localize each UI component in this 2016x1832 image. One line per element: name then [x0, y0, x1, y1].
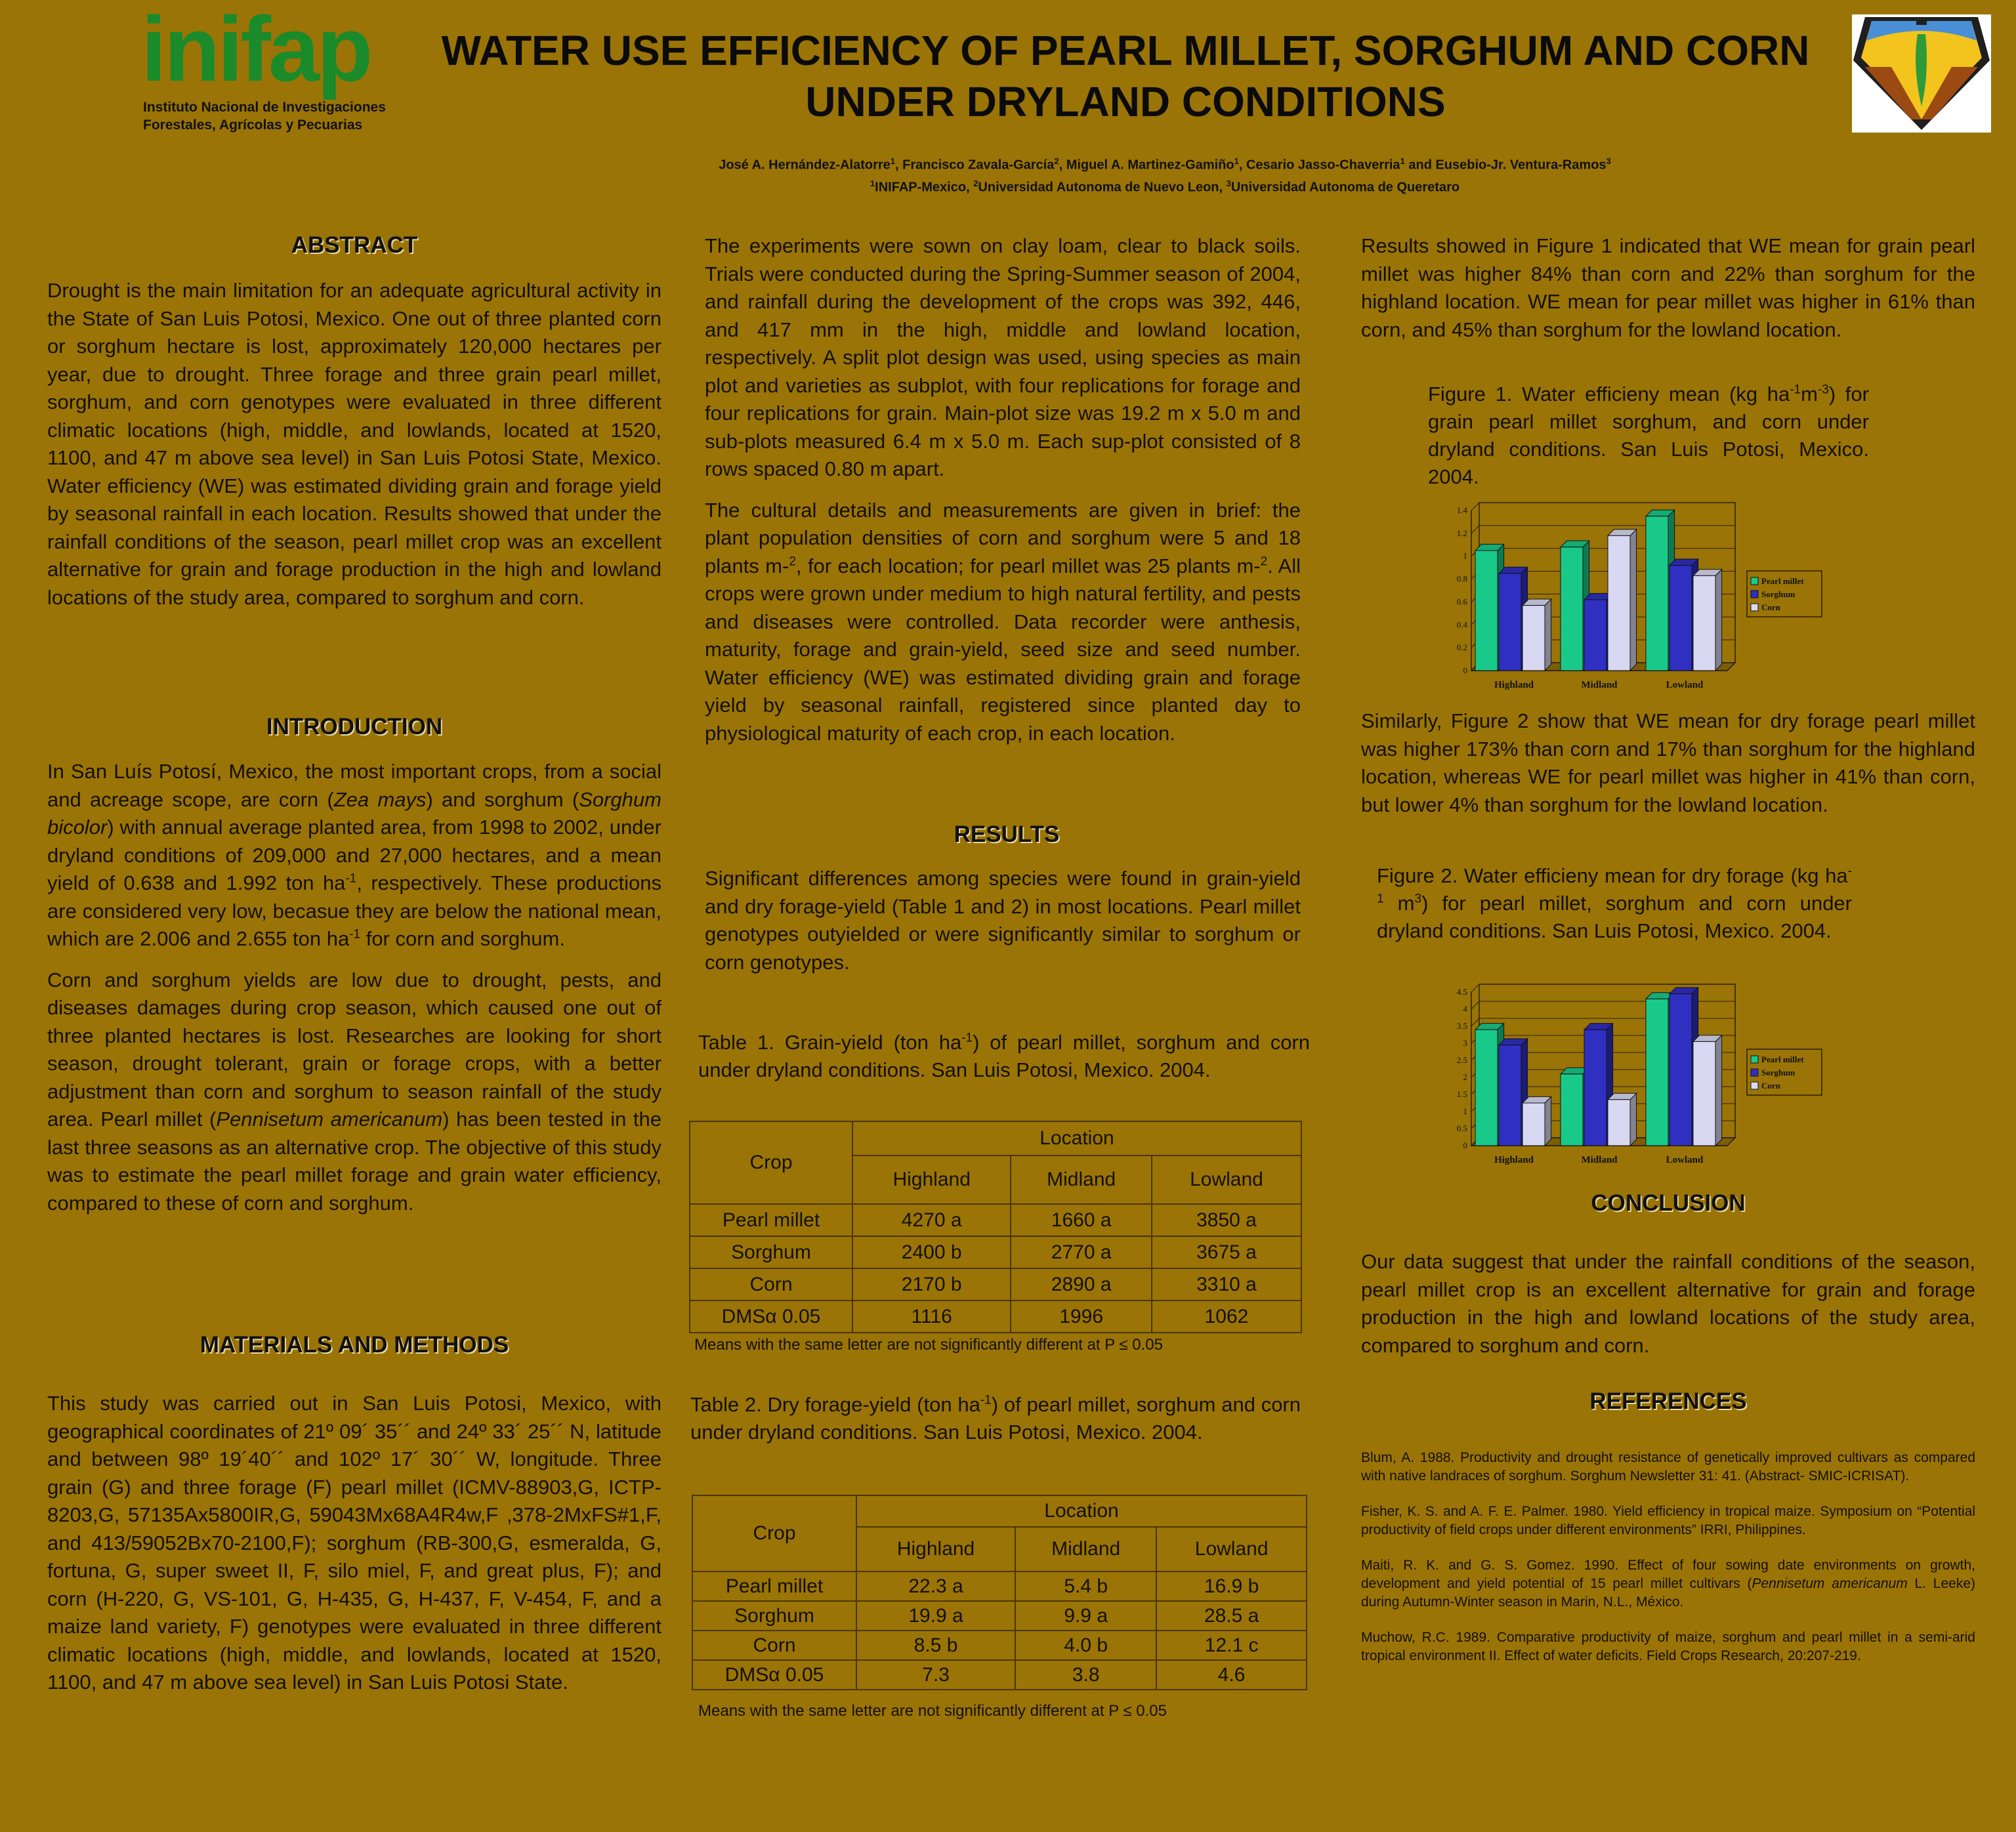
poster-title: [420, 25, 1831, 127]
y-tick-label: 2: [1463, 1072, 1467, 1082]
affiliation-name: Universidad Autonoma de Queretaro: [1230, 180, 1460, 195]
y-tick-label: 3: [1463, 1038, 1467, 1048]
legend-label: Sorghum: [1761, 1068, 1796, 1077]
bar-front: [1693, 1041, 1715, 1146]
bar-side: [1545, 599, 1551, 671]
table2-header-lowland: Lowland: [1156, 1527, 1307, 1572]
inifap-logo-subtitle: [143, 98, 386, 134]
table-row: [692, 1660, 1307, 1690]
text-run: ) for pearl millet, sorghum and corn under dryland conditions. San Luis Potosi, Mexico. 2004.: [1377, 892, 1852, 942]
authors-line: [459, 152, 1870, 175]
text-run: Corn and sorghum yields are low due to drought, pests, and diseases damages during crop season, which caused one out of three planted hectares is lost. Researches are looking for short season, drought tolerant, grain or forage crops, with a better adjustment than corn and sorghum to season rainfall of the study area. Pearl millet (: [47, 968, 662, 1131]
table-cell: 2400 b: [852, 1236, 1011, 1268]
text-run: ) with annual average planted area, from 1998 to 2002, under dryland conditions of 209,000 and 27,000 hectares, and a mean yield of 0.638 and 1.992 ton ha: [47, 816, 662, 894]
methods-heading: MATERIALS AND METHODS: [200, 1332, 509, 1358]
table-cell: 8.5 b: [856, 1631, 1015, 1660]
abstract-heading: ABSTRACT: [291, 232, 418, 258]
author-name: José A. Hernández-Alatorre: [719, 157, 891, 173]
text-run: In San Luís Potosí, Mexico, the most important crops, from a social and acreage scope, are corn (: [47, 760, 662, 811]
table-row: [692, 1572, 1307, 1601]
results-paragraph-3: Similarly, Figure 2 show that WE mean for dry forage pearl millet was higher 173% than corn and 17% than sorghum for the highland location, whereas WE for pearl millet was higher in 41% than corn, but lower 4% than sorghum for the lowland location.: [1361, 709, 1975, 816]
superscript: -1: [349, 927, 361, 942]
bar-side: [1715, 570, 1722, 671]
x-tick-label: Midland: [1581, 680, 1618, 690]
table-cell: 22.3 a: [856, 1572, 1015, 1601]
species-name: Pennisetum americanum: [216, 1108, 443, 1131]
text-run: Maiti, R. K. and G. S. Gomez. 1990. Effect of four sowing date environments on growth, development and yield potential of 15 pearl millet cultivars (: [1361, 1558, 1975, 1591]
legend-label: Sorghum: [1761, 589, 1796, 599]
table-cell-crop: Sorghum: [692, 1601, 856, 1631]
author-affiliation-mark: 1: [1400, 156, 1405, 166]
text-run: ) and sorghum (: [426, 787, 579, 811]
table-cell: 16.9 b: [1156, 1572, 1307, 1601]
table-row: [690, 1301, 1301, 1333]
conclusion-text: [1361, 1248, 1975, 1373]
superscript: -1: [1790, 383, 1801, 397]
conclusion-paragraph: Our data suggest that under the rainfall conditions of the season, pearl millet crop is an excellent alternative for grain and forage production in the high and lowland locations of the study area, compared to sorghum and corn.: [1361, 1250, 1975, 1357]
text-run: m: [1801, 383, 1818, 406]
logo-subtitle-line-2: Forestales, Agrícolas y Pecuarias: [143, 117, 363, 133]
table-cell: 9.9 a: [1015, 1601, 1156, 1631]
y-tick-label: 0: [1463, 665, 1467, 675]
superscript: -1: [980, 1393, 992, 1407]
table-cell-crop: Pearl millet: [690, 1204, 852, 1236]
results-text: [705, 865, 1301, 989]
results-text-figure2: [1361, 707, 1975, 832]
table1-header-location: Location: [852, 1121, 1301, 1155]
table2-caption: [690, 1391, 1301, 1446]
bar-front: [1584, 1030, 1606, 1146]
y-tick-label: 1.2: [1456, 528, 1467, 538]
y-tick-label: 0.2: [1456, 642, 1467, 653]
superscript: -1: [961, 1031, 973, 1045]
table1-caption: [698, 1029, 1310, 1084]
methods-paragraph-1: This study was carried out in San Luis Potosi, Mexico, with geographical coordinates of 21º 09´ 35´´ and 24º 33´ 25´´ N, latitude and between 98º 19´40´´ and 102º 17´ 30´´ W, longitude. Three grain (G) and three forage (F) pearl millet (ICMV-88903,G, ICTP-8203,G, 57135Ax5800IR,G, 59043Mx68A4R4w,F ,378-2MxFS#1,F, and 413/59052Bx70-2100,F); sorghum (RB-300,G, esmeralda, G, fortuna, G, super sweet II, F, silo miel, F, and great plus, F); and corn (H-220, G, VS-101, G, H-435, G, H-437, F, V-454, F, and a maize land variety, F) genotypes were evaluated in three different climatic locations (high, middle, and lowlands, located at 1520, 1100, and 47 m above sea level) in San Luis Potosi State.: [47, 1392, 662, 1694]
results-text-continued: [1361, 232, 1975, 357]
table-cell: 2890 a: [1011, 1268, 1152, 1301]
text-run: ) for grain pearl millet sorghum, and corn under dryland conditions. San Luis Potosi, Mexico. 2004.: [1428, 383, 1869, 488]
bar-front: [1499, 1045, 1521, 1146]
y-tick-label: 3.5: [1456, 1021, 1467, 1031]
bar-front: [1670, 566, 1692, 671]
bar-front: [1522, 606, 1545, 671]
table-row: [690, 1268, 1301, 1301]
legend-label: Corn: [1761, 602, 1780, 612]
table1-header-lowland: Lowland: [1152, 1155, 1301, 1204]
bar-front: [1475, 1030, 1498, 1146]
table-cell-crop: DMSα 0.05: [692, 1660, 856, 1690]
bar-front: [1646, 999, 1668, 1146]
inifap-logo-wordmark: inifap: [141, 0, 371, 100]
text-run: L. Leeke) during Autumn-Winter season in Marin, N.L., México.: [1361, 1576, 1975, 1610]
x-tick-label: Highland: [1494, 1155, 1534, 1165]
figure2-chart: [1437, 983, 1857, 1173]
affiliation-mark: 1: [870, 178, 875, 188]
y-tick-label: 0: [1463, 1140, 1467, 1150]
table-cell: 4.6: [1156, 1660, 1307, 1690]
table-row: [692, 1601, 1307, 1631]
legend-label: Pearl millet: [1761, 576, 1804, 586]
intro-paragraph-1: [47, 758, 662, 953]
y-tick-label: 1.4: [1456, 505, 1467, 515]
bar-front: [1584, 600, 1606, 671]
methods-text-part-1: [47, 1390, 662, 1710]
table-cell: 19.9 a: [856, 1601, 1015, 1631]
affiliations-line: [459, 175, 1870, 197]
y-tick-label: 0.5: [1456, 1123, 1467, 1133]
table2-forage-yield: [692, 1495, 1307, 1690]
legend-swatch: [1751, 1056, 1758, 1063]
reference-item: Muchow, R.C. 1989. Comparative productivity of maize, sorghum and pearl millet in a semi-arid tropical environment II. Effect of water deficits. Field Crops Research, 20:207-219.: [1361, 1630, 1975, 1663]
y-tick-label: 1: [1463, 1106, 1467, 1116]
table-cell: 1996: [1011, 1301, 1152, 1333]
results-heading: RESULTS: [954, 822, 1060, 847]
figure1-caption: [1428, 381, 1869, 491]
species-name: Zea mays: [333, 787, 427, 811]
legend-swatch: [1751, 1082, 1758, 1089]
affiliation-name: INIFAP-Mexico,: [875, 180, 974, 195]
text-run: ) has been tested in the last three seasons as an alternative crop. The objective of this study was to estimate the pearl millet forage and grain water efficiency, compared to these of corn and sorghum.: [47, 1108, 662, 1215]
bar-side: [1630, 1093, 1637, 1146]
bar-front: [1646, 516, 1668, 671]
bar-front: [1561, 1074, 1583, 1146]
legend-swatch: [1751, 591, 1758, 598]
table1-header-midland: Midland: [1011, 1155, 1152, 1204]
y-tick-label: 0.8: [1456, 573, 1467, 584]
title-line-2: UNDER DRYLAND CONDITIONS: [805, 78, 1446, 125]
bar-corn: [1608, 530, 1637, 671]
legend-swatch: [1751, 1069, 1758, 1076]
table-cell: 3675 a: [1152, 1236, 1301, 1268]
y-tick-label: 0.4: [1456, 619, 1467, 630]
table-cell: 1062: [1152, 1301, 1301, 1333]
gridline: [1471, 503, 1479, 510]
author-name: , Miguel A. Martinez-Gamiño: [1059, 157, 1234, 173]
table-cell-crop: DMSα 0.05: [690, 1301, 852, 1333]
bar-side: [1630, 530, 1637, 671]
university-emblem-icon: [1852, 14, 1991, 133]
table-cell: 28.5 a: [1156, 1601, 1307, 1631]
affiliation-mark: 2: [973, 178, 978, 188]
table-cell: 1660 a: [1011, 1204, 1152, 1236]
y-tick-label: 1: [1463, 551, 1467, 561]
methods-paragraph-2: The experiments were sown on clay loam, clear to black soils. Trials were conducted during the Spring-Summer season of 2004, and rainfall during the development of the crops was 392, 446, and 417 mm in the high, middle and lowland location, respectively. A split plot design was used, using species as main plot and varieties as subplot, with four replications for forage and four replications for grain. Main-plot size was 19.2 m x 5.0 m and sub-plots measured 6.4 m x 5.0 m. Each sup-plot consisted of 8 rows spaced 0.80 m apart.: [705, 234, 1301, 480]
table1-grain-yield: [689, 1121, 1302, 1333]
gridline: [1471, 1001, 1479, 1009]
species-name: Sorghum bicolor: [47, 787, 662, 839]
superscript: -1: [345, 871, 357, 886]
text-run: Table 1. Grain-yield (ton ha: [698, 1031, 962, 1054]
text-run: . All crops were grown under medium to high natural fertility, and pests and diseases were controlled. Data recorder were anthesis, maturity, forage and grain-yield, seed size and seed number. Water efficiency (WE) was estimated dividing grain and forage yield by seasonal rainfall, registered since planted day to physiological maturity of each crop, in each location.: [705, 554, 1301, 745]
table2-header-midland: Midland: [1015, 1527, 1156, 1572]
text-run: Figure 2. Water efficieny mean for dry forage (kg ha: [1377, 864, 1848, 887]
text-run: ) of pearl millet, sorghum and corn under dryland conditions. San Luis Potosi, Mexico. 2004.: [690, 1393, 1301, 1444]
table-cell: 3.8: [1015, 1660, 1156, 1690]
table-row: [692, 1631, 1307, 1660]
bar-front: [1522, 1103, 1545, 1146]
affiliation-mark: 3: [1226, 178, 1231, 188]
author-affiliation-mark: 2: [1054, 156, 1059, 166]
abstract-paragraph: Drought is the main limitation for an adequate agricultural activity in the State of San Luis Potosi, Mexico. One out of three planted corn or sorghum hectare is lost, approximately 120,000 hectares per year, due to drought. Three forage and three grain pearl millet, sorghum, and corn genotypes were evaluated in three different climatic locations (high, middle, and lowlands, located at 1520, 1100, and 47 m above sea level) in San Luis Potosi State, Mexico. Water efficiency (WE) was estimated dividing grain and forage yield by seasonal rainfall in each location. Results showed that under the rainfall conditions of the season, pearl millet crop was an excellent alternative for grain and forage production in the high and lowland locations of the study area, compared to sorghum and corn.: [47, 279, 662, 609]
bar-front: [1670, 994, 1692, 1146]
introduction-text: [47, 758, 662, 1230]
legend-label: Corn: [1761, 1081, 1780, 1091]
bar-corn: [1522, 1096, 1551, 1146]
table-cell: 4.0 b: [1015, 1631, 1156, 1660]
legend-label: Pearl millet: [1761, 1054, 1804, 1064]
introduction-heading: INTRODUCTION: [266, 714, 443, 739]
abstract-text: [47, 277, 662, 625]
reference-item: Fisher, K. S. and A. F. E. Palmer. 1980. Yield efficiency in tropical maize. Symposium on “Potential productivity of field crops under different environments” IRRI, Philippines.: [1361, 1504, 1975, 1537]
table1-note: Means with the same letter are not significantly different at P ≤ 0.05: [694, 1336, 1163, 1354]
methods-text-part-2: [705, 232, 1301, 760]
y-tick-label: 0.6: [1456, 596, 1467, 607]
results-paragraph-1: Significant differences among species were found in grain-yield and dry forage-yield (Table 1 and 2) in most locations. Pearl millet genotypes outyielded or were significantly similar to sorghum or corn genotypes.: [705, 867, 1301, 974]
figure1-chart: [1437, 501, 1857, 698]
methods-paragraph-3: [705, 497, 1301, 748]
y-tick-label: 2.5: [1456, 1055, 1467, 1065]
author-name: , Francisco Zavala-García: [895, 157, 1055, 173]
reference-item: Blum, A. 1988. Productivity and drought resistance of genetically improved cultivars as compared with native landraces of sorghum. Sorghum Newsletter 31: 41. (Abstract- SMIC-ICRISAT).: [1361, 1450, 1975, 1484]
table-cell: 12.1 c: [1156, 1631, 1307, 1660]
x-tick-label: Lowland: [1666, 1155, 1704, 1165]
table-cell-crop: Corn: [690, 1268, 852, 1301]
conclusion-heading: CONCLUSION: [1591, 1190, 1746, 1216]
text-run: for corn and sorghum.: [360, 927, 565, 950]
superscript: 2: [789, 554, 796, 569]
table2-header-crop: Crop: [692, 1495, 856, 1572]
superscript: 3: [1414, 892, 1422, 906]
intro-paragraph-2: [47, 967, 662, 1218]
text-run: , respectively. These productions are considered very low, becasue they are below the national mean, which are 2.006 and 2.655 ton ha: [47, 871, 662, 950]
bar-side: [1545, 1096, 1551, 1146]
bar-corn: [1693, 570, 1722, 671]
y-tick-label: 4.5: [1456, 987, 1467, 997]
table-cell: 2770 a: [1011, 1236, 1152, 1268]
author-list: [459, 152, 1870, 196]
table-cell: 4270 a: [852, 1204, 1011, 1236]
bar-front: [1499, 573, 1521, 671]
text-run: Table 2. Dry forage-yield (ton ha: [690, 1393, 980, 1416]
text-run: ) of pearl millet, sorghum and corn under dryland conditions. San Luis Potosi, Mexico. 2004.: [698, 1031, 1310, 1081]
legend-swatch: [1751, 577, 1758, 585]
figure2-caption: [1377, 862, 1852, 945]
author-name: , Cesario Jasso-Chaverria: [1238, 157, 1400, 173]
y-tick-label: 1.5: [1456, 1089, 1467, 1099]
bar-front: [1475, 551, 1498, 671]
title-line-1: WATER USE EFFICIENCY OF PEARL MILLET, SORGHUM AND CORN: [441, 27, 1810, 74]
author-affiliation-mark: 1: [890, 156, 895, 166]
results-paragraph-2: Results showed in Figure 1 indicated that WE mean for grain pearl millet was higher 84% than corn and 22% than sorghum for the highland location. WE mean for pear millet was higher in 61% than corn, and 45% than sorghum for the lowland location.: [1361, 234, 1975, 341]
table-cell: 3850 a: [1152, 1204, 1301, 1236]
bar-side: [1715, 1035, 1722, 1146]
table1-header-highland: Highland: [852, 1155, 1011, 1204]
text-run: m: [1383, 892, 1415, 915]
table-cell: 1116: [852, 1301, 1011, 1333]
x-tick-label: Lowland: [1666, 680, 1704, 690]
table-row: [690, 1204, 1301, 1236]
table-cell: 2170 b: [852, 1268, 1011, 1301]
text-run: , for each location; for pearl millet was 25 plants m-: [795, 554, 1261, 577]
table-cell-crop: Sorghum: [690, 1236, 852, 1268]
gridline: [1471, 1018, 1479, 1026]
superscript: -1: [1377, 864, 1852, 906]
x-tick-label: Highland: [1494, 680, 1534, 690]
bar-corn: [1693, 1035, 1722, 1146]
table-cell: 7.3: [856, 1660, 1015, 1690]
bar-corn: [1608, 1093, 1637, 1146]
table2-header-location: Location: [856, 1495, 1307, 1527]
author-affiliation-mark: 1: [1234, 156, 1239, 166]
reference-item: [1361, 1556, 1975, 1612]
author-name: and Eusebio-Jr. Ventura-Ramos: [1404, 157, 1606, 173]
bar-corn: [1522, 599, 1551, 671]
gridline: [1471, 984, 1479, 992]
table2-header-highland: Highland: [856, 1527, 1015, 1572]
table-cell-crop: Pearl millet: [692, 1572, 856, 1601]
legend-swatch: [1751, 604, 1758, 611]
table-cell: 5.4 b: [1015, 1572, 1156, 1601]
superscript: 2: [1260, 554, 1268, 569]
author-affiliation-mark: 3: [1606, 156, 1611, 166]
y-tick-label: 4: [1463, 1004, 1467, 1014]
bar-front: [1608, 1100, 1630, 1146]
gridline: [1471, 526, 1479, 533]
affiliation-name: Universidad Autonoma de Nuevo Leon,: [978, 180, 1227, 195]
species-name: Pennisetum americanum: [1752, 1576, 1908, 1591]
table-row: [690, 1236, 1301, 1268]
table-cell: 3310 a: [1152, 1268, 1301, 1301]
references-heading: REFERENCES: [1589, 1388, 1747, 1414]
text-run: Figure 1. Water efficieny mean (kg ha: [1428, 383, 1790, 406]
bar-front: [1561, 547, 1583, 671]
logo-subtitle-line-1: Instituto Nacional de Investigaciones: [143, 100, 386, 115]
table1-header-crop: Crop: [690, 1121, 852, 1204]
superscript: -3: [1817, 383, 1829, 397]
references-list: [1361, 1449, 1975, 1682]
bar-front: [1608, 535, 1630, 671]
table-cell-crop: Corn: [692, 1631, 856, 1660]
text-run: The cultural details and measurements are given in brief: the plant population densities of corn and sorghum were 5 and 18 plants m-: [705, 498, 1301, 577]
x-tick-label: Midland: [1581, 1155, 1618, 1165]
bar-front: [1693, 575, 1715, 671]
table2-note: Means with the same letter are not significantly different at P ≤ 0.05: [698, 1702, 1167, 1720]
